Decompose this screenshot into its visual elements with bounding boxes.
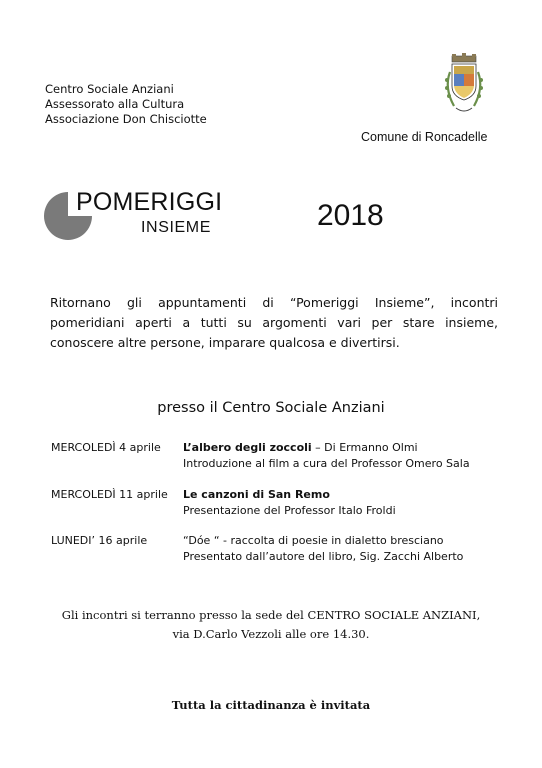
- comune-name: Comune di Roncadelle: [361, 130, 488, 144]
- invitation-line: Tutta la cittadinanza è invitata: [171, 698, 371, 712]
- logo-subtitle: INSIEME: [141, 219, 211, 236]
- event-title-rest: “Dóe “ - raccolta di poesie in dialetto bresciano: [183, 534, 444, 547]
- event-date: MERCOLEDÌ 11 aprile: [51, 488, 168, 501]
- org-line: Centro Sociale Anziani: [45, 82, 174, 96]
- event-title-line: [183, 533, 444, 549]
- intro-paragraph: Ritornano gli appuntamenti di “Pomeriggi Insieme”, incontri pomeridiani aperti a tutti su argomenti vari per stare insieme, conoscere altre persone, imparare qualcosa e divertirsi.: [50, 295, 498, 350]
- year: 2018: [317, 199, 384, 232]
- event-title-line: [183, 487, 330, 503]
- event-title: L’albero degli zoccoli: [183, 441, 312, 454]
- municipal-crest-icon: [440, 52, 488, 118]
- footer-line: via D.Carlo Vezzoli alle ore 14.30.: [172, 627, 370, 641]
- organizers-block: [45, 82, 207, 127]
- event-title: Le canzoni di San Remo: [183, 488, 330, 501]
- event-date: LUNEDI’ 16 aprile: [51, 534, 148, 547]
- org-line: Associazione Don Chisciotte: [45, 112, 207, 126]
- event-desc: Presentato dall’autore del libro, Sig. Zacchi Alberto: [183, 550, 464, 563]
- footer-note: [0, 606, 542, 644]
- footer-line: Gli incontri si terranno presso la sede del CENTRO SOCIALE ANZIANI,: [61, 608, 481, 622]
- event-title-rest: – Di Ermanno Olmi: [311, 441, 418, 454]
- venue-heading: presso il Centro Sociale Anziani: [157, 400, 385, 416]
- event-desc: Presentazione del Professor Italo Froldi: [183, 504, 396, 517]
- org-line: Assessorato alla Cultura: [45, 97, 185, 111]
- event-title-line: [183, 440, 418, 456]
- event-date: MERCOLEDÌ 4 aprile: [51, 441, 161, 454]
- logo-title: POMERIGGI: [76, 188, 223, 216]
- event-desc: Introduzione al film a cura del Professor Omero Sala: [183, 457, 470, 470]
